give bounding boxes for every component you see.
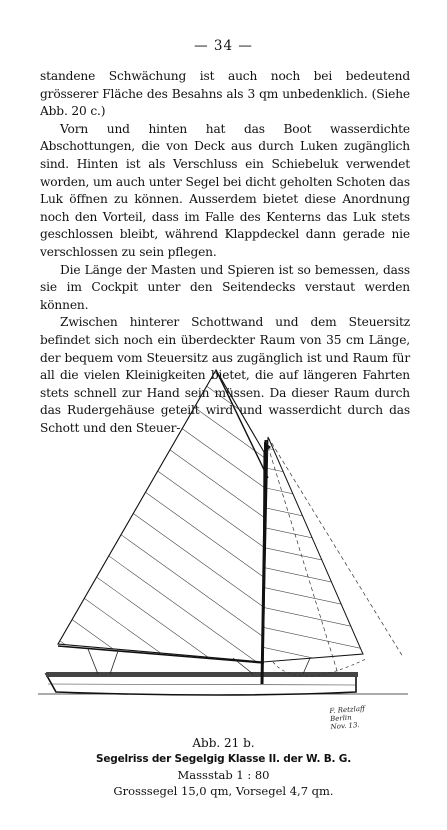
boom — [58, 646, 264, 663]
signature-date: Nov. 13. — [330, 721, 360, 732]
paragraph: standene Schwächung ist auch noch bei bedeutend grösserer Fläche des Besahns als 3 qm unbedenklich. (Siehe Abb. 20 c.) — [40, 69, 410, 119]
fore-sheet — [303, 658, 310, 674]
forestay — [268, 437, 403, 657]
paragraph: Die Länge der Masten und Spieren ist so bemessen, dass sie im Cockpit unter den Seitendecks verstaut werden können. — [40, 262, 410, 312]
mast — [262, 440, 266, 684]
caption-sail-areas: Grosssegel 15,0 qm, Vorsegel 4,7 qm. — [113, 784, 334, 798]
mainsail-hatching — [38, 362, 368, 722]
main-sheet-2 — [110, 651, 118, 674]
caption-title: Segelriss der Segelgig Klasse II. der W. B. G. — [96, 753, 351, 765]
signature-name: F. Retzlaff — [329, 704, 366, 716]
sail-plan-drawing — [38, 362, 418, 722]
paragraph: Zwischen hinterer Schottwand und dem Steuersitz befindet sich noch ein überdeckter Raum von 35 cm Länge, der bequem vom Steuersitz aus zugänglich ist und Raum für all die vielen Kleinigkeiten bietet, die auf längeren Fahrten stets schnell zur Hand sein müssen. Da dieser Raum durch das Rudergehäuse geteilt wird und wasserdicht durch das Schott und den Steuer- — [40, 315, 410, 435]
shroud — [266, 440, 338, 674]
caption-label: Abb. 21 b. — [192, 736, 255, 750]
figure-caption — [0, 735, 447, 799]
sail-plan-figure — [38, 362, 418, 722]
gaff — [216, 370, 268, 478]
main-sheet — [88, 649, 98, 674]
draughtsman-signature — [329, 703, 391, 731]
page-number: — 34 — — [194, 38, 253, 54]
mainsail — [58, 370, 264, 662]
hull-gunwale — [46, 672, 358, 677]
paragraph: Vorn und hinten hat das Boot wasserdichte Abschottungen, die von Deck aus durch Luken zugänglich sind. Hinten ist als Verschluss ein Schiebeluk verwendet worden, um auch unter Segel bei dicht geholten Schoten das Luk öffnen zu können. Ausserdem bietet diese Anordnung noch den Vorteil, dass im Falle des Kenterns das Luk stets geschlossen bleibt, während Klappdeckel dann gerade nie verschlossen zu sein pflegen. — [40, 121, 410, 259]
caption-scale: Massstab 1 : 80 — [177, 768, 270, 782]
signature-place: Berlin — [329, 713, 352, 724]
